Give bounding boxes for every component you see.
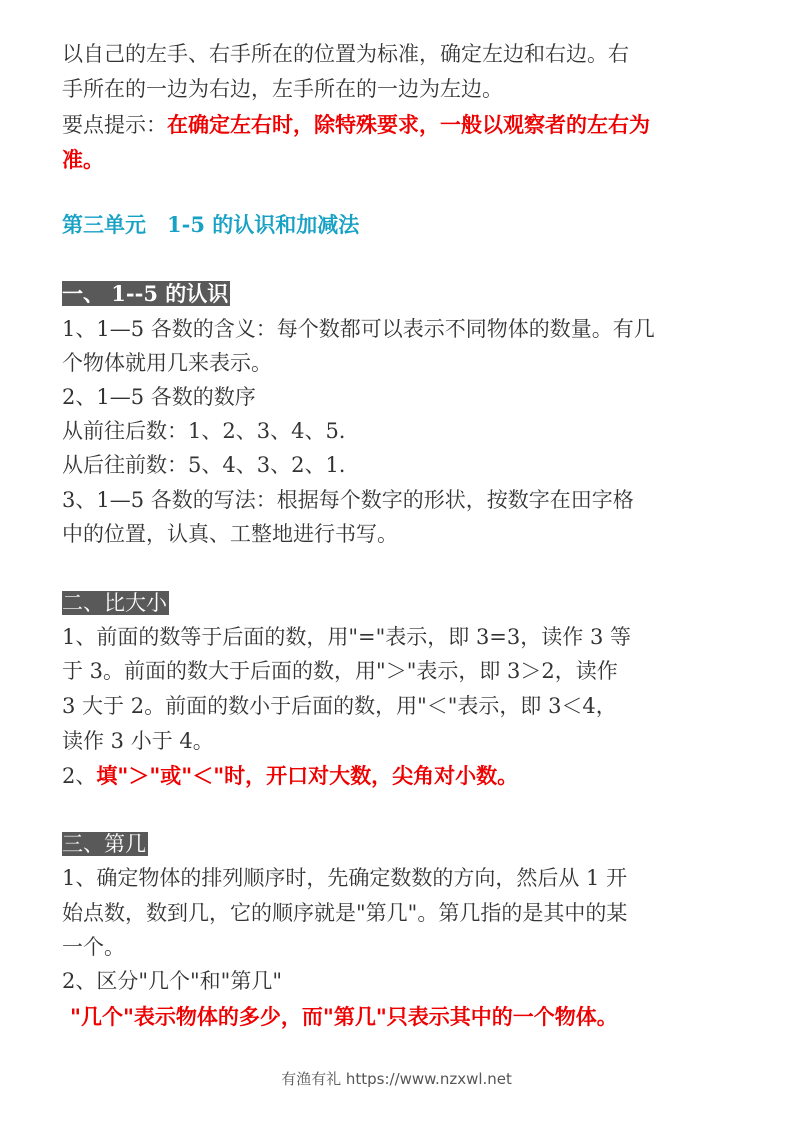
section-1-line: 中的位置，认真、工整地进行书写。 [62, 522, 398, 546]
section-3-line: 始点数，数到几，它的顺序就是"第几"。第几指的是其中的某 [62, 901, 628, 925]
section-2-item-2 [62, 758, 518, 794]
intro-line-2: 手所在的一边为右边，左手所在的一边为左边。 [62, 77, 503, 101]
section-1-line: 从后往前数：5、4、3、2、1. [62, 453, 346, 477]
tip-line [62, 107, 650, 143]
section-1-line: 3、1—5 各数的写法：根据每个数字的形状，按数字在田字格 [62, 488, 634, 512]
section-3-heading-line [62, 827, 148, 862]
section-1-line: 个物体就用几来表示。 [62, 351, 272, 375]
tip-emphasis-1: 在确定左右时，除特殊要求，一般以观察者的左右为 [167, 112, 650, 137]
footer-watermark: 有渔有礼 https://www.nzxwl.net [281, 1070, 512, 1088]
section-2-line: 读作 3 小于 4。 [62, 729, 214, 753]
section-2-item-2-emphasis: 填"＞"或"＜"时，开口对大数，尖角对小数。 [96, 763, 519, 788]
section-3-line: 2、区分"几个"和"第几" [62, 969, 282, 993]
unit-title: 第三单元 1-5 的认识和加减法 [62, 212, 360, 237]
section-1-line: 2、1—5 各数的数序 [62, 385, 256, 409]
section-3-emphasis: "几个"表示物体的多少，而"第几"只表示其中的一个物体。 [70, 1004, 618, 1029]
section-3-line: 1、确定物体的排列顺序时，先确定数数的方向，然后从 1 开 [62, 866, 628, 890]
section-3-line: 一个。 [62, 935, 125, 959]
intro-line-1: 以自己的左手、右手所在的位置为标准，确定左边和右边。右 [62, 42, 629, 66]
section-1-line: 1、1—5 各数的含义：每个数都可以表示不同物体的数量。有几 [62, 317, 655, 341]
section-2-line: 于 3。前面的数大于后面的数，用"＞"表示，即 3＞2，读作 [62, 659, 618, 683]
tip-emphasis-2: 准。 [62, 147, 104, 172]
section-2-line: 1、前面的数等于后面的数，用"="表示，即 3=3，读作 3 等 [62, 625, 631, 649]
section-2-item-2-prefix: 2、 [62, 764, 97, 788]
section-2-heading: 二、比大小 [62, 591, 167, 615]
tip-label: 要点提示： [62, 113, 167, 137]
section-1-heading: 一、 1--5 的认识 [62, 281, 229, 306]
section-1-line: 从前往后数：1、2、3、4、5. [62, 419, 346, 443]
section-2-heading-line [62, 586, 169, 621]
section-3-heading: 三、第几 [62, 832, 146, 856]
section-1-heading-line [62, 276, 230, 312]
section-2-line: 3 大于 2。前面的数小于后面的数，用"＜"表示，即 3＜4， [62, 694, 617, 718]
